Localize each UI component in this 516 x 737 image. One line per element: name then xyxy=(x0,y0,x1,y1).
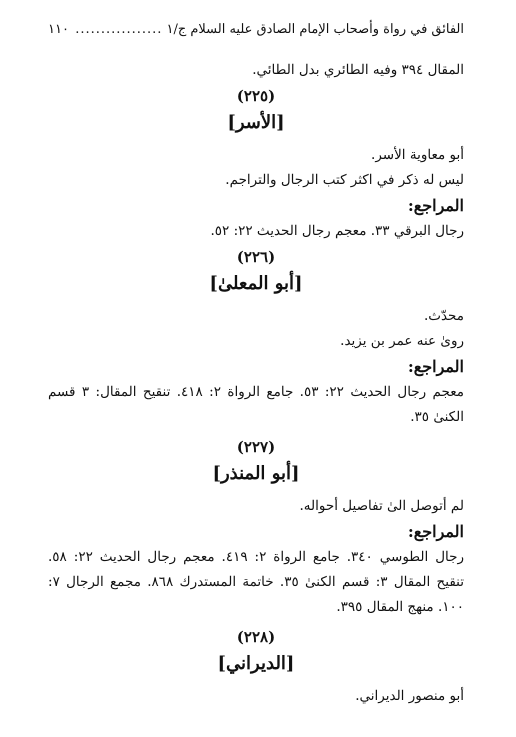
entry-227 xyxy=(48,434,464,620)
entry-number: (٢٢٥) xyxy=(236,87,276,105)
entry-text-line: ليس له ذكر في اكثر كتب الرجال والتراجم. xyxy=(225,172,464,188)
entry-name: [الأسر] xyxy=(227,112,285,133)
references-text: معجم رجال الحديث ٢٢: ٥٣. جامع الرواة ٢: ٤١٨. تنقيح المقال: ٣ قسم الكنىٰ ٣٥. xyxy=(48,384,464,425)
entry-text-line: لم أتوصل الىٰ تفاصيل أحواله. xyxy=(299,498,464,514)
running-header xyxy=(48,22,464,37)
entry-text-line: أبو معاوية الأسر. xyxy=(371,147,464,163)
entry-name: [أبو المنذر] xyxy=(212,463,300,484)
entry-228 xyxy=(48,624,464,709)
entry-name: [الديراني] xyxy=(217,653,295,674)
references-text: رجال الطوسي ٣٤٠. جامع الرواة ٢: ٤١٩. معجم رجال الحديث ٢٢: ٥٨. تنقيح المقال ٣: قسم الكنىٰ ٣٥. خاتمة المستدرك ٨٦٨. مجمع الرجال ٧: ١٠٠. منهج المقال ٣٩٥. xyxy=(48,549,464,615)
references-heading: المراجع: xyxy=(407,196,464,215)
references-heading: المراجع: xyxy=(407,357,464,376)
entry-225 xyxy=(48,83,464,244)
entry-text-line: محدّث. xyxy=(423,308,464,324)
header-leader-dots xyxy=(73,22,163,37)
entry-226 xyxy=(48,244,464,430)
entry-name: [أبو المعلىٰ] xyxy=(209,273,303,294)
references-heading: المراجع: xyxy=(407,522,464,541)
entry-number: (٢٢٧) xyxy=(236,438,276,456)
header-title: الفائق في رواة وأصحاب الإمام الصادق عليه السلام ج/١ xyxy=(166,22,464,37)
intro-line: المقال ٣٩٤ وفيه الطائري بدل الطائي. xyxy=(252,62,464,78)
entry-number: (٢٢٦) xyxy=(236,248,276,266)
entry-number: (٢٢٨) xyxy=(236,628,276,646)
references-text: رجال البرقي ٣٣. معجم رجال الحديث ٢٢: ٥٢. xyxy=(210,223,464,239)
page-number: ١١٠ xyxy=(48,22,69,37)
page-body xyxy=(48,58,464,709)
entry-text-line: أبو منصور الديراني. xyxy=(355,688,464,704)
entry-text-line: رویٰ عنه عمر بن يزيد. xyxy=(340,333,464,349)
